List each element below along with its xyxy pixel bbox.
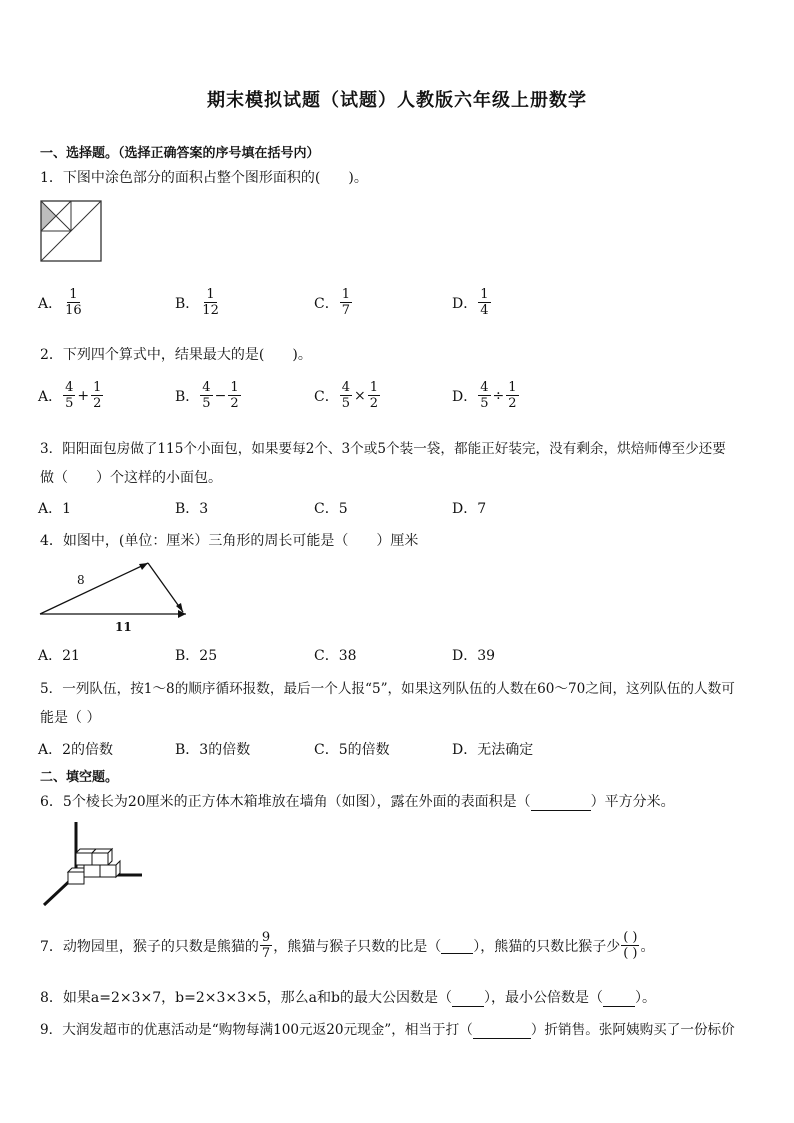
q2-option-c[interactable] — [314, 380, 381, 411]
option-fraction: $\frac{1}{4}$ — [480, 287, 489, 318]
option-fraction: $\frac{1}{12}$ — [202, 287, 219, 318]
option-fraction: $\frac{1}{16}$ — [65, 287, 82, 318]
q4-option-d[interactable]: D．39 — [452, 648, 496, 664]
q5-option-d[interactable]: D．无法确定 — [452, 742, 534, 758]
question-2-text: 2．下列四个算式中，结果最大的是( )。 — [40, 347, 312, 363]
question-8-text: 8．如果a=2×3×7，b=2×3×3×5，那么a和b的最大公因数是（ ），最小公倍数是（ ）。 — [40, 990, 656, 1006]
q4-base-label: 11 — [115, 620, 132, 634]
section-header-choice: 一、选择题。（选择正确答案的序号填在括号内） — [40, 146, 320, 161]
option-label: C． — [314, 388, 339, 405]
option-expression: $\frac{4}{5}$ ÷ $\frac{1}{2}$ — [480, 380, 517, 411]
q1-option-a[interactable] — [38, 287, 85, 318]
option-label: D． — [452, 295, 478, 312]
option-label: D． — [452, 388, 478, 405]
q3-option-b[interactable]: B．3 — [175, 501, 209, 517]
q1-option-d[interactable] — [452, 287, 492, 318]
question-5-line2: 能是（ ） — [40, 710, 101, 726]
answer-blank[interactable] — [531, 794, 591, 811]
answer-blank[interactable] — [452, 990, 484, 1007]
q3-option-d[interactable]: D．7 — [452, 501, 487, 517]
q5-option-a[interactable]: A．2的倍数 — [38, 742, 114, 758]
answer-blank[interactable] — [603, 990, 635, 1007]
question-7-text: 7．动物园里，猴子的只数是熊猫的 $\frac{9}{7}$ ，熊猫与猴子只数的比是（ ），熊猫的只数比猴子少 $\frac{( )}{( )}$ 。 — [40, 930, 655, 961]
fraction-9-7: $\frac{9}{7}$ — [261, 930, 271, 961]
q2-option-a[interactable] — [38, 380, 104, 411]
option-label: B． — [175, 388, 200, 405]
option-label: A． — [38, 388, 63, 405]
question-5-line1: 5．一列队伍，按1～8的顺序循环报数，最后一个人报“5”，如果这列队伍的人数在60～70之间，这列队伍的人数可 — [40, 681, 735, 697]
q6-cubes-figure — [40, 820, 145, 908]
question-3-line1: 3．阳阳面包房做了115个小面包，如果要每2个、3个或5个装一袋，都能正好装完，没有剩余，烘焙师傅至少还要 — [40, 441, 726, 457]
option-expression: $\frac{4}{5}$ + $\frac{1}{2}$ — [65, 380, 102, 411]
answer-blank[interactable] — [441, 937, 473, 954]
q4-triangle-figure — [38, 558, 193, 620]
option-label: A． — [38, 295, 63, 312]
section-header-fill: 二、填空题。 — [40, 770, 119, 785]
question-4-text: 4．如图中，(单位：厘米）三角形的周长可能是（ ）厘米 — [40, 533, 419, 549]
q4-option-b[interactable]: B．25 — [175, 648, 218, 664]
q1-option-c[interactable] — [314, 287, 353, 318]
q5-option-b[interactable]: B．3的倍数 — [175, 742, 251, 758]
q2-option-d[interactable] — [452, 380, 520, 411]
fraction-answer-blank[interactable]: $\frac{( )}{( )}$ — [623, 930, 638, 961]
q1-option-b[interactable] — [175, 287, 222, 318]
question-6-text: 6．5个棱长为20厘米的正方体木箱堆放在墙角（如图），露在外面的表面积是（ ）平方分米。 — [40, 794, 675, 810]
question-9-text: 9．大润发超市的优惠活动是“购物每满100元返20元现金”，相当于打（ ）折销售。张阿姨购买了一份标价 — [40, 1022, 735, 1038]
q3-option-a[interactable]: A．1 — [38, 501, 72, 517]
q4-side-label: 8 — [77, 573, 85, 587]
q4-option-c[interactable]: C．38 — [314, 648, 357, 664]
q5-option-c[interactable]: C．5的倍数 — [314, 742, 390, 758]
q4-option-a[interactable]: A．21 — [38, 648, 80, 664]
question-1-text: 1．下图中涂色部分的面积占整个图形面积的( )。 — [40, 170, 368, 186]
option-expression: $\frac{4}{5}$ × $\frac{1}{2}$ — [341, 380, 379, 411]
option-label: B． — [175, 295, 200, 312]
option-label: C． — [314, 295, 339, 312]
option-fraction: $\frac{1}{7}$ — [341, 287, 350, 318]
question-3-line2: 做（ ）个这样的小面包。 — [40, 470, 222, 486]
option-expression: $\frac{4}{5}$ − $\frac{1}{2}$ — [202, 380, 239, 411]
answer-blank[interactable] — [473, 1022, 531, 1039]
q3-option-c[interactable]: C．5 — [314, 501, 348, 517]
q2-option-b[interactable] — [175, 380, 242, 411]
q1-square-figure — [40, 200, 102, 262]
page-title: 期末模拟试题（试题）人教版六年级上册数学 — [207, 90, 587, 111]
